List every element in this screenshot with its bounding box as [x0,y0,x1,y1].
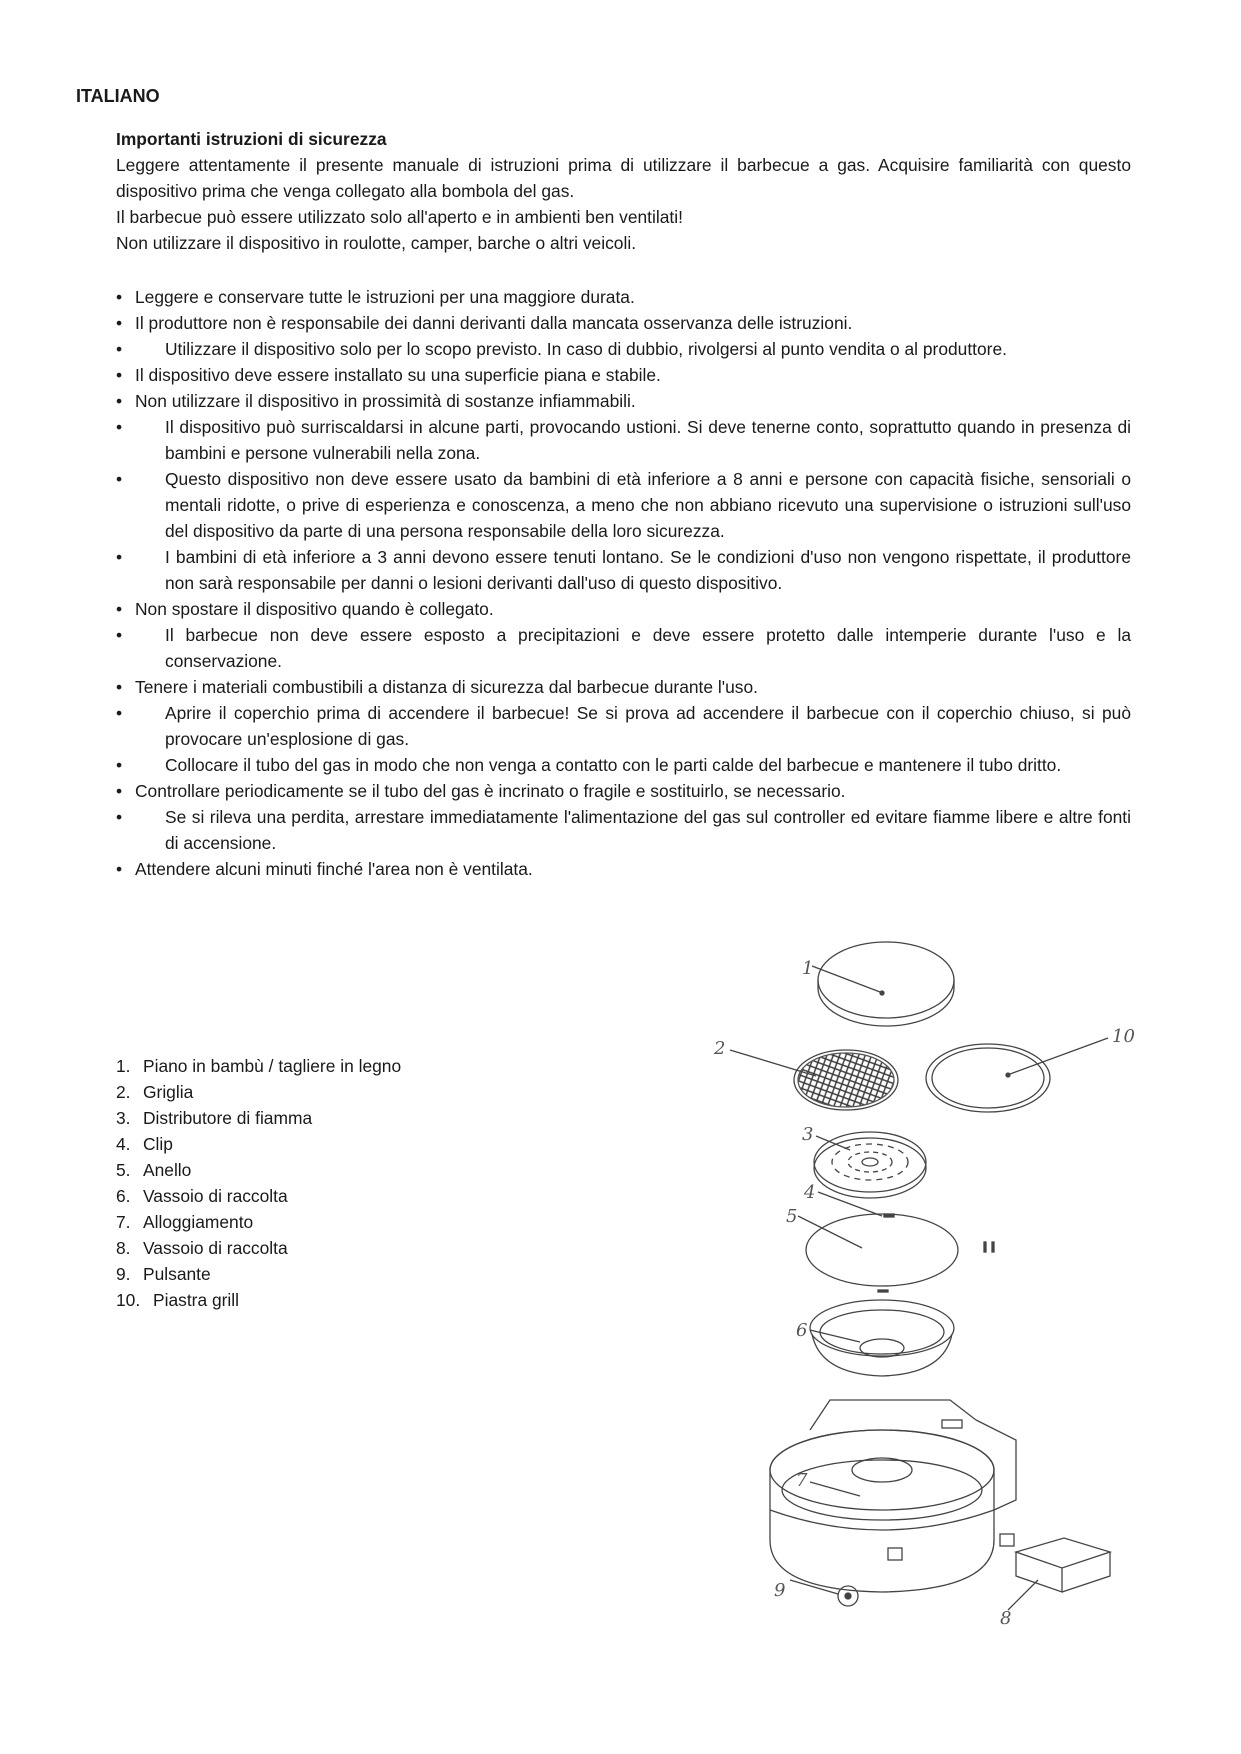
drip-tray-part [810,1300,954,1376]
button-part [790,1580,858,1606]
safety-rule: • Leggere e conservare tutte le istruzioni per una maggiore durata. [114,284,1131,310]
part-item: 10. Piastra grill [116,1290,240,1310]
safety-rule: • Utilizzare il dispositivo solo per lo scopo previsto. In caso di dubbio, rivolgersi al punto vendita o al produttore. [114,336,1131,362]
diagram-label-5: 5 [786,1206,798,1227]
exploded-parts-diagram [700,930,1140,1640]
intro-outdoor-note: Il barbecue può essere utilizzato solo all'aperto e in ambienti ben ventilati! [116,207,683,227]
diagram-label-8: 8 [1000,1608,1012,1629]
diagram-label-1: 1 [802,958,814,979]
safety-rule: • Attendere alcuni minuti finché l'area non è ventilata. [114,856,1131,882]
intro-vehicle-note: Non utilizzare il dispositivo in roulotte, camper, barche o altri veicoli. [116,233,637,253]
diagram-label-4: 4 [804,1182,816,1203]
safety-rule: • Controllare periodicamente se il tubo del gas è incrinato o fragile e sostituirlo, se necessario. [114,778,1131,804]
safety-rule: • Il produttore non è responsabile dei danni derivanti dalla mancata osservanza delle istruzioni. [114,310,1131,336]
part-item: 7. Alloggiamento [116,1212,254,1232]
safety-rule: • I bambini di età inferiore a 3 anni devono essere tenuti lontano. Se le condizioni d'uso non vengono rispettate, il produttore non sarà responsabile per danni o lesioni derivanti dall'uso di questo dispositivo. [114,544,1131,596]
safety-rule: • Non spostare il dispositivo quando è collegato. [114,596,1131,622]
safety-rule: • Il dispositivo può surriscaldarsi in alcune parti, provocando ustioni. Si deve tenerne conto, soprattutto quando in presenza di bambini e persone vulnerabili nella zona. [114,414,1131,466]
part-item: 3. Distributore di fiamma [116,1108,313,1128]
diagram-label-10: 10 [1112,1026,1135,1047]
part-item: 8. Vassoio di raccolta [116,1238,288,1258]
intro-paragraph: Leggere attentamente il presente manuale di istruzioni prima di utilizzare il barbecue a gas. Acquisire familiarità con questo dispositivo prima che venga collegato alla bombola del gas. [116,155,1131,201]
diagram-label-6: 6 [796,1320,808,1341]
safety-rule: • Il barbecue non deve essere esposto a precipitazioni e deve essere protetto dalle intemperie durante l'uso e la conservazione. [114,622,1131,674]
clip-part [818,1192,894,1217]
section-title: Importanti istruzioni di sicurezza [116,129,387,149]
part-item: 1. Piano in bambù / tagliere in legno [116,1056,402,1076]
ring-part [798,1214,994,1292]
part-item: 9. Pulsante [116,1264,211,1284]
housing-part [770,1400,1016,1592]
part-item: 6. Vassoio di raccolta [116,1186,288,1206]
grill-plate-part [926,1038,1108,1112]
safety-rule: • Questo dispositivo non deve essere usato da bambini di età inferiore a 8 anni e persone con capacità fisiche, sensoriali o mentali ridotte, o prive di esperienza e conoscenza, a meno che non abbiano ricevuto una supervisione o istruzioni sull'uso del dispositivo da parte di una persona responsabile della loro sicurezza. [114,466,1131,544]
part-item: 2. Griglia [116,1082,194,1102]
safety-rule: • Aprire il coperchio prima di accendere il barbecue! Se si prova ad accendere il barbecue con il coperchio chiuso, si può provocare un'esplosione di gas. [114,700,1131,752]
safety-rule: • Il dispositivo deve essere installato su una superficie piana e stabile. [114,362,1131,388]
grill-grate-part [730,1050,898,1110]
safety-rule: • Tenere i materiali combustibili a distanza di sicurezza dal barbecue durante l'uso. [114,674,1131,700]
diagram-label-9: 9 [774,1580,786,1601]
part-item: 4. Clip [116,1134,173,1154]
flame-distributor-part [814,1132,926,1198]
part-item: 5. Anello [116,1160,192,1180]
diagram-label-3: 3 [802,1124,814,1145]
safety-rule: • Se si rileva una perdita, arrestare immediatamente l'alimentazione del gas sul controller ed evitare fiamme libere e altre fonti di accensione. [114,804,1131,856]
drip-drawer-part [1008,1538,1110,1610]
parts-list [116,1053,401,1313]
safety-rule: • Non utilizzare il dispositivo in prossimità di sostanze infiammabili. [114,388,1131,414]
diagram-label-7: 7 [796,1470,808,1491]
language-heading: ITALIANO [76,86,160,106]
safety-rules-list [114,284,1131,882]
diagram-label-2: 2 [714,1038,726,1059]
bamboo-board-part [812,942,954,1026]
safety-rule: • Collocare il tubo del gas in modo che non venga a contatto con le parti calde del barbecue e mantenere il tubo dritto. [114,752,1131,778]
safety-section [116,126,1131,882]
